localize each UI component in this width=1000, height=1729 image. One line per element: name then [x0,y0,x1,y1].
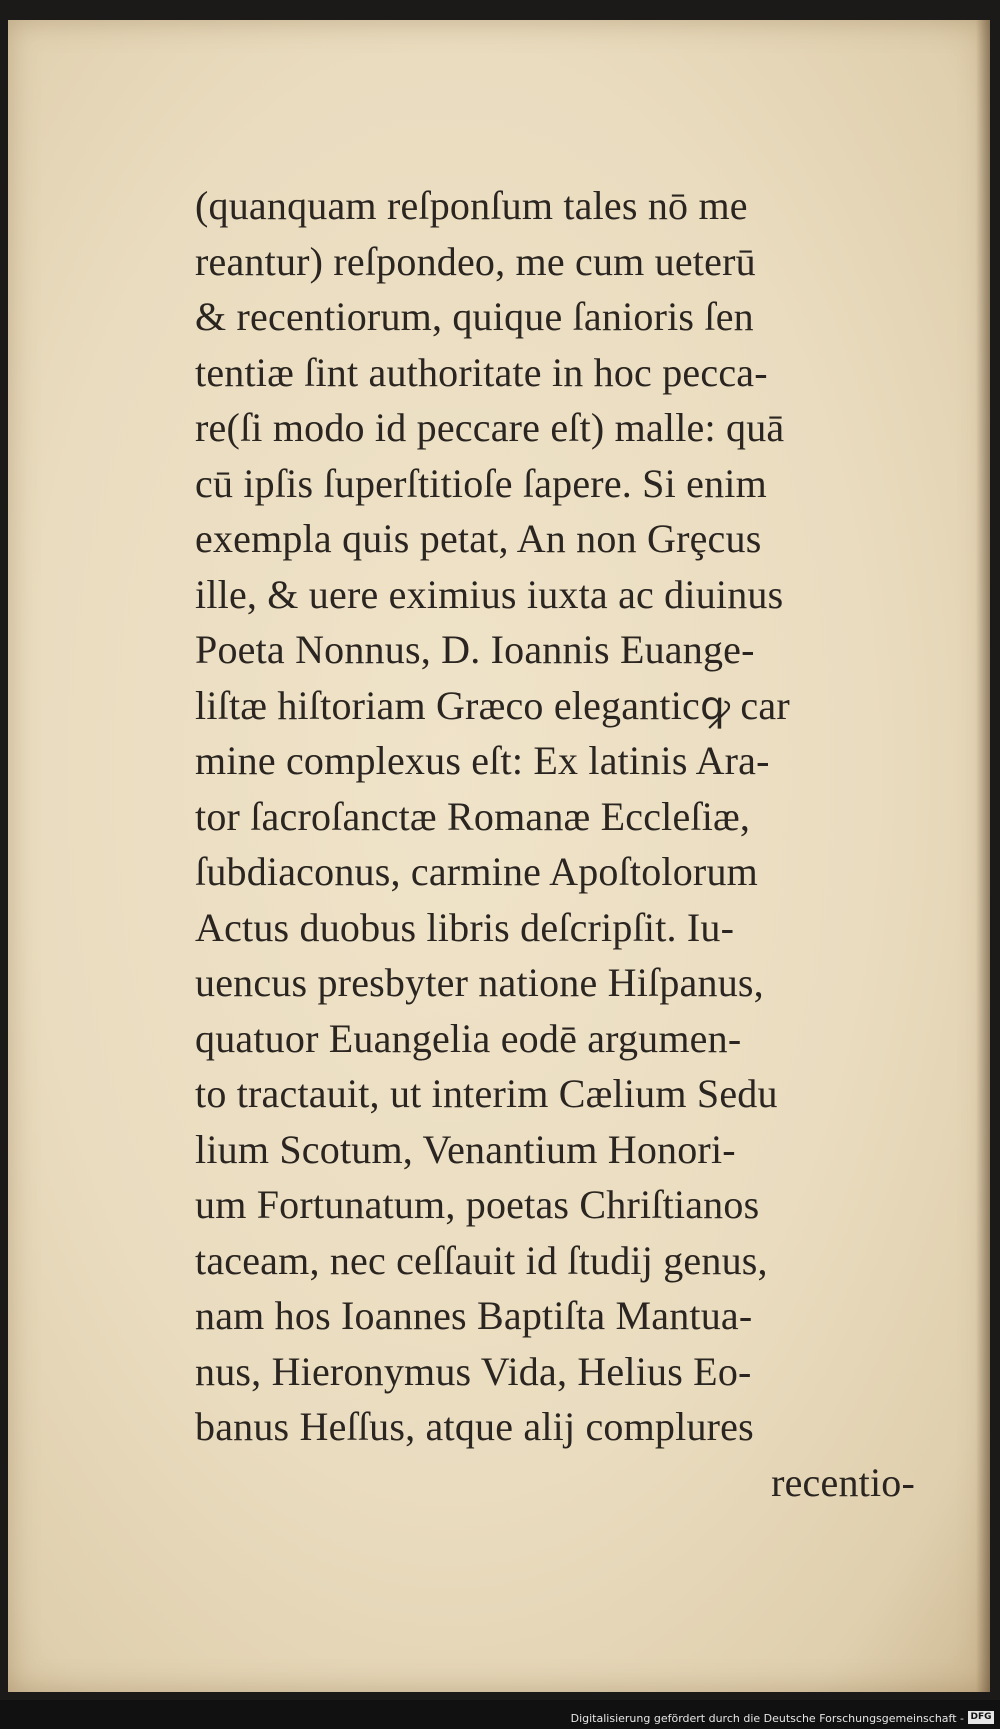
text-line: ſubdiaconus, carmine Apoſtolorum [195,849,758,894]
text-line: tentiæ ſint authoritate in hoc pecca- [195,349,768,395]
text-block [195,178,935,1510]
text-line: Actus duobus libris deſcripſit. Iu- [195,904,735,950]
text-line: banus Heſſus, atque alij complures [195,1404,754,1449]
dfg-logo: DFG [968,1711,994,1724]
text-line: (quanquam reſponſum tales nō me [195,183,748,228]
text-line: Poeta Nonnus, D. Ioannis Euange- [195,627,755,672]
page-gutter-shadow [976,20,990,1692]
text-line: cū ipſis ſuperſtitioſe ſapere. Si enim [195,460,767,506]
text-line: to tractauit, ut interim Cælium Sedu [195,1071,778,1116]
text-line: re(ſi modo id peccare eſt) malle: quā [195,405,785,450]
text-line: reantur) reſpondeo, me cum ueterū [195,238,756,284]
text-line: uencus presbyter natione Hiſpanus, [195,960,764,1005]
text-line: mine complexus eſt: Ex latinis Ara- [195,738,770,783]
funding-credit: Digitalisierung gefördert durch die Deutsche Forschungsgemeinschaft - [570,1712,964,1725]
text-line: tor ſacroſanctæ Romanæ Eccleſiæ, [195,793,751,839]
text-line: liſtæ hiſtoriam Græco eleganticꝙ car [195,682,790,728]
text-line: ille, & uere eximius iuxta ac diuinus [195,571,784,617]
text-line: nam hos Ioannes Baptiſta Mantua- [195,1293,753,1338]
text-line: um Fortunatum, poetas Chriſtianos [195,1182,760,1227]
text-line: nus, Hieronymus Vida, Helius Eo- [195,1348,752,1394]
text-line: exempla quis petat, An non Grȩcus [195,516,762,561]
text-line: quatuor Euangelia eodē argumen- [195,1015,742,1061]
text-line: lium Scotum, Venantium Honori- [195,1126,736,1172]
text-line: & recentiorum, quique ſanioris ſen [195,294,754,339]
text-line: taceam, nec ceſſauit id ſtudij genus, [195,1237,768,1283]
catchword: recentio- [771,1459,915,1505]
